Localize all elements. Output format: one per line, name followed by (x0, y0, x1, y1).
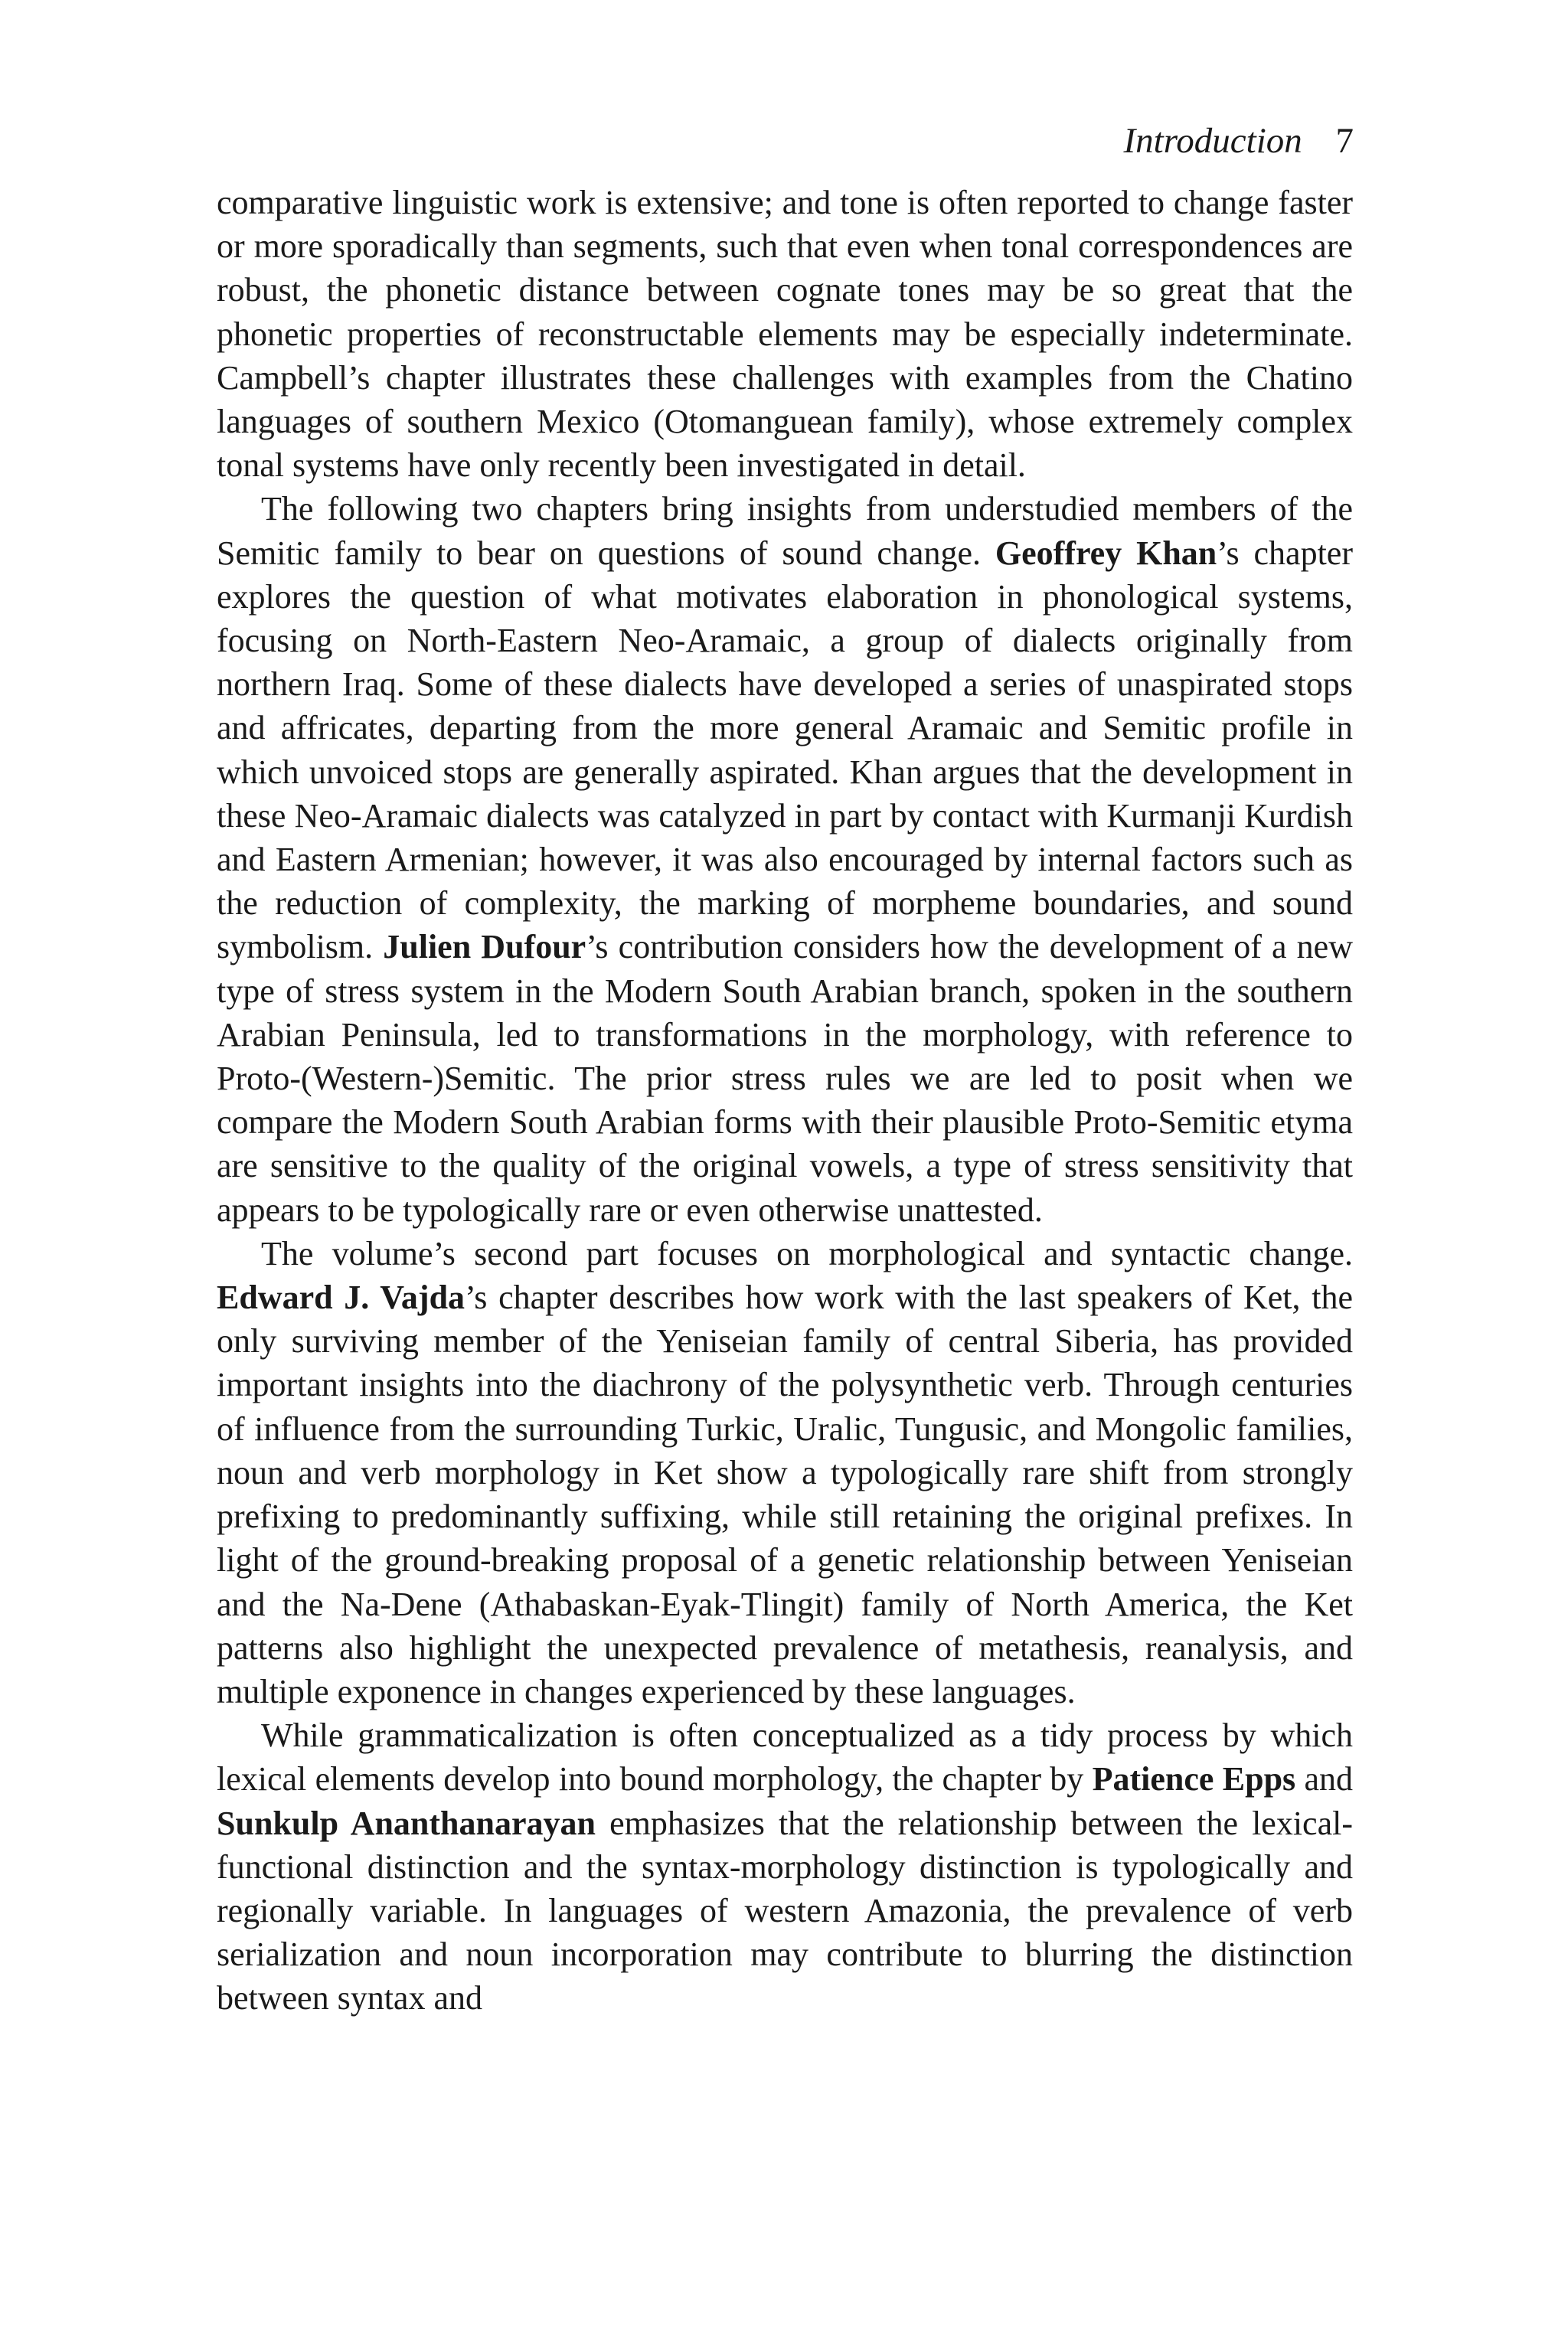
text-run: ’s chapter explores the question of what motivates elaboration in phonological systems, focusing on North-Eastern Neo-Aramaic, a group of dialects originally from northern Iraq. Some of these dialects have developed a series of unaspirated stops and affricates, departing from the more general Aramaic and Semitic profile in which unvoiced stops are generally aspirated. Khan argues that the development in these Neo-Aramaic dialects was catalyzed in part by contact with Kurmanji Kurdish and Eastern Armenian; however, it was also encouraged by internal factors such as the reduction of complexity, the marking of morpheme boundaries, and sound symbolism. (217, 534, 1353, 966)
text-run: comparative linguistic work is extensive; and tone is often reported to change faster or more sporadically than segments, such that even when tonal correspondences are robust, the phonetic distance between cognate tones may be so great that the phonetic properties of reconstructable elements may be especially indeterminate. Campbell’s chapter illustrates these challenges with examples from the Chatino languages of southern Mexico (Otomanguean family), whose extremely complex tonal systems have only recently been investigated in detail. (217, 184, 1353, 485)
text-run: While grammaticalization is often conceptualized as a tidy process by which lexical elements develop into bound morphology, the chapter by (217, 1717, 1353, 1798)
page-number: 7 (1335, 121, 1354, 161)
text-run: and (1295, 1760, 1354, 1798)
body-text (217, 181, 1353, 2020)
author-name-epps: Patience Epps (1092, 1760, 1296, 1798)
running-header (1124, 116, 1354, 165)
author-name-dufour: Julien Dufour (383, 928, 586, 966)
author-name-ananthanarayan: Sunkulp Ananthanarayan (217, 1804, 596, 1842)
author-name-vajda: Edward J. Vajda (217, 1279, 466, 1317)
text-run: The following two chapters bring insights from understudied members of the Semitic family to bear on questions of sound change. (217, 490, 1353, 572)
paragraph-2 (217, 487, 1353, 1231)
text-run: The volume’s second part focuses on morphological and syntactic change. (261, 1234, 1353, 1272)
paragraph-1 (217, 181, 1353, 487)
author-name-khan: Geoffrey Khan (995, 534, 1217, 572)
text-run: emphasizes that the relationship between the lexical-functional distinction and the syntax-morphology distinction is typologically and regionally variable. In languages of western Amazonia, the prevalence of verb serialization and noun incorporation may contribute to blurring the distinction between syntax and (217, 1804, 1353, 2017)
running-title: Introduction (1123, 121, 1302, 161)
text-run: ’s chapter describes how work with the last speakers of Ket, the only surviving member of the Yeniseian family of central Siberia, has provided important insights into the diachrony of the polysynthetic verb. Through centuries of influence from the surrounding Turkic, Uralic, Tungusic, and Mongolic families, noun and verb morphology in Ket show a typologically rare shift from strongly prefixing to predominantly suffixing, while still retaining the original prefixes. In light of the ground-breaking proposal of a genetic relationship between Yeniseian and the Na-Dene (Athabaskan-Eyak-Tlingit) family of North America, the Ket patterns also highlight the unexpected prevalence of metathesis, reanalysis, and multiple exponence in changes experienced by these languages. (217, 1279, 1353, 1710)
paragraph-4 (217, 1713, 1353, 2020)
text-run: ’s contribution considers how the development of a new type of stress system in the Modern South Arabian branch, spoken in the southern Arabian Peninsula, led to transformations in the morphology, with reference to Proto-(Western-)Semitic. The prior stress rules we are led to posit when we compare the Modern South Arabian forms with their plausible Proto-Semitic etyma are sensitive to the quality of the original vowels, a type of stress sensitivity that appears to be typologically rare or even otherwise unattested. (217, 928, 1353, 1229)
paragraph-3 (217, 1232, 1353, 1713)
